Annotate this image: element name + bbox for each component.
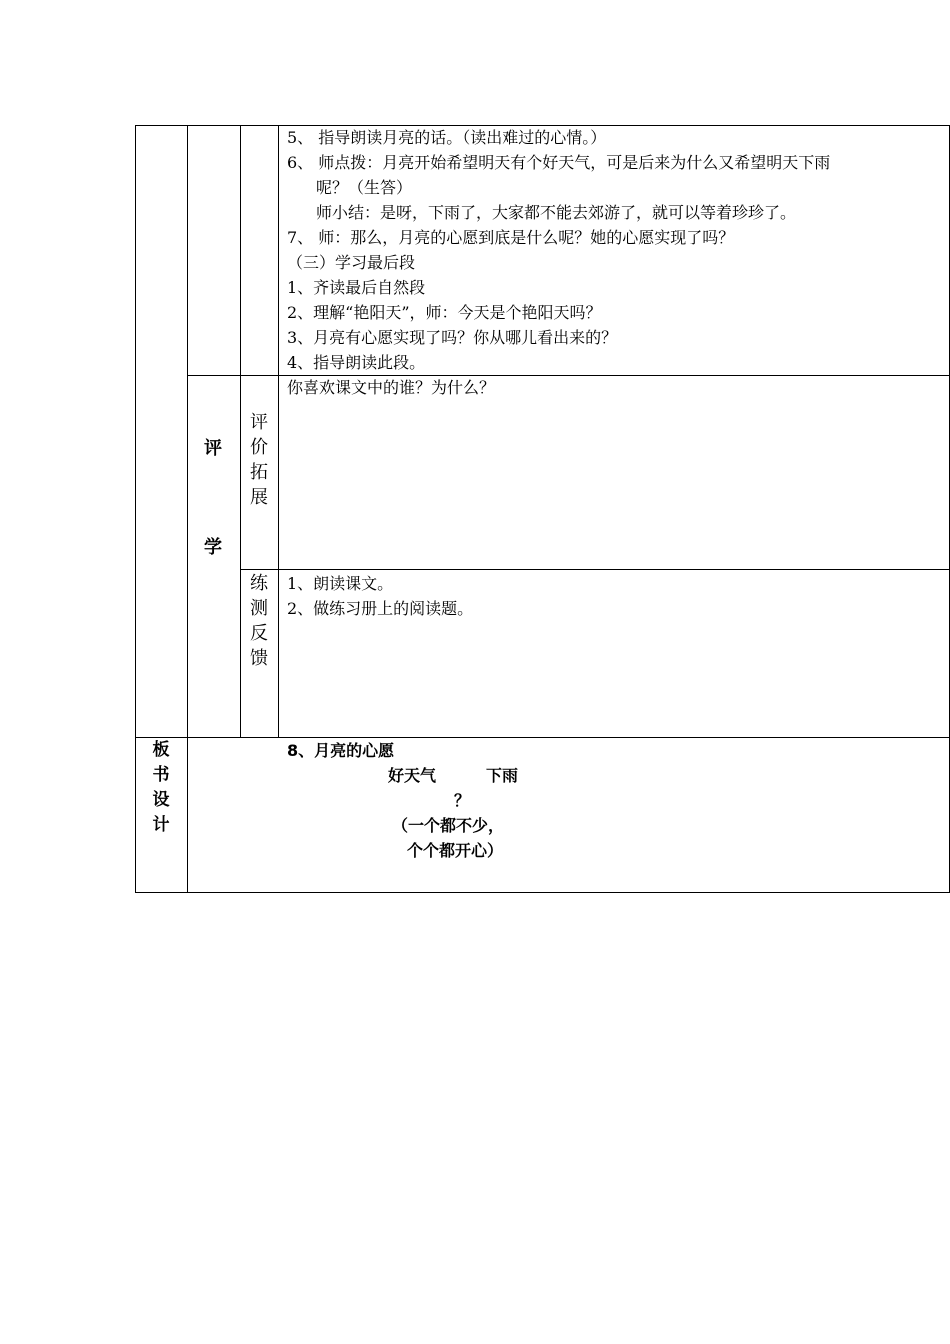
step-line: 师小结：是呀，下雨了，大家都不能去郊游了，就可以等着珍珍了。 <box>316 203 797 222</box>
step-line: 呢？（生答） <box>316 178 413 197</box>
board-design-label <box>150 738 172 838</box>
board-good-weather: 好天气 <box>388 766 437 785</box>
table-border-left <box>135 125 136 893</box>
section-label-evaluate-bottom: 学 <box>204 537 222 558</box>
table-divider <box>240 569 950 570</box>
label-char: 反 <box>250 623 268 644</box>
label-char: 测 <box>250 598 268 619</box>
step-line: （三）学习最后段 <box>287 253 416 272</box>
table-divider <box>187 125 188 893</box>
step-line: 3、月亮有心愿实现了吗？你从哪儿看出来的？ <box>287 328 618 347</box>
step-line: 4、指导朗读此段。 <box>287 353 426 372</box>
evaluation-question: 你喜欢课文中的谁？为什么？ <box>287 378 496 397</box>
step-line: 1、齐读最后自然段 <box>287 278 426 297</box>
practice-item: 2、做练习册上的阅读题。 <box>287 599 474 618</box>
table-divider <box>240 125 241 738</box>
label-char: 馈 <box>250 648 268 669</box>
board-line-1: （一个都不少， <box>392 816 505 835</box>
label-char: 价 <box>250 437 268 458</box>
section-label-evaluate-top: 评 <box>204 438 222 459</box>
table-divider <box>278 125 279 738</box>
step-line: 5、 指导朗读月亮的话。（读出难过的心情。） <box>287 128 607 147</box>
table-divider <box>135 737 950 738</box>
label-char: 评 <box>250 412 268 433</box>
board-question-mark: ？ <box>454 791 471 810</box>
step-line: 2、理解“艳阳天”，师：今天是个艳阳天吗？ <box>287 303 602 322</box>
sub-label-evaluation-extension <box>248 410 270 510</box>
label-char: 计 <box>152 815 170 835</box>
label-char: 板 <box>152 740 170 760</box>
label-char: 书 <box>152 765 170 785</box>
board-line-2: 个个都开心） <box>407 841 504 860</box>
board-title: 8、月亮的心愿 <box>287 741 395 760</box>
step-line: 6、 师点拨：月亮开始希望明天有个好天气，可是后来为什么又希望明天下雨 <box>287 153 831 172</box>
table-border-bottom <box>135 892 950 893</box>
label-char: 拓 <box>250 462 268 483</box>
step-line: 7、 师：那么，月亮的心愿到底是什么呢？她的心愿实现了吗？ <box>287 228 735 247</box>
label-char: 展 <box>250 487 268 508</box>
board-rain: 下雨 <box>486 766 519 785</box>
sub-label-practice-feedback <box>248 571 270 671</box>
label-char: 练 <box>250 573 268 594</box>
practice-item: 1、朗读课文。 <box>287 574 394 593</box>
label-char: 设 <box>152 790 170 810</box>
